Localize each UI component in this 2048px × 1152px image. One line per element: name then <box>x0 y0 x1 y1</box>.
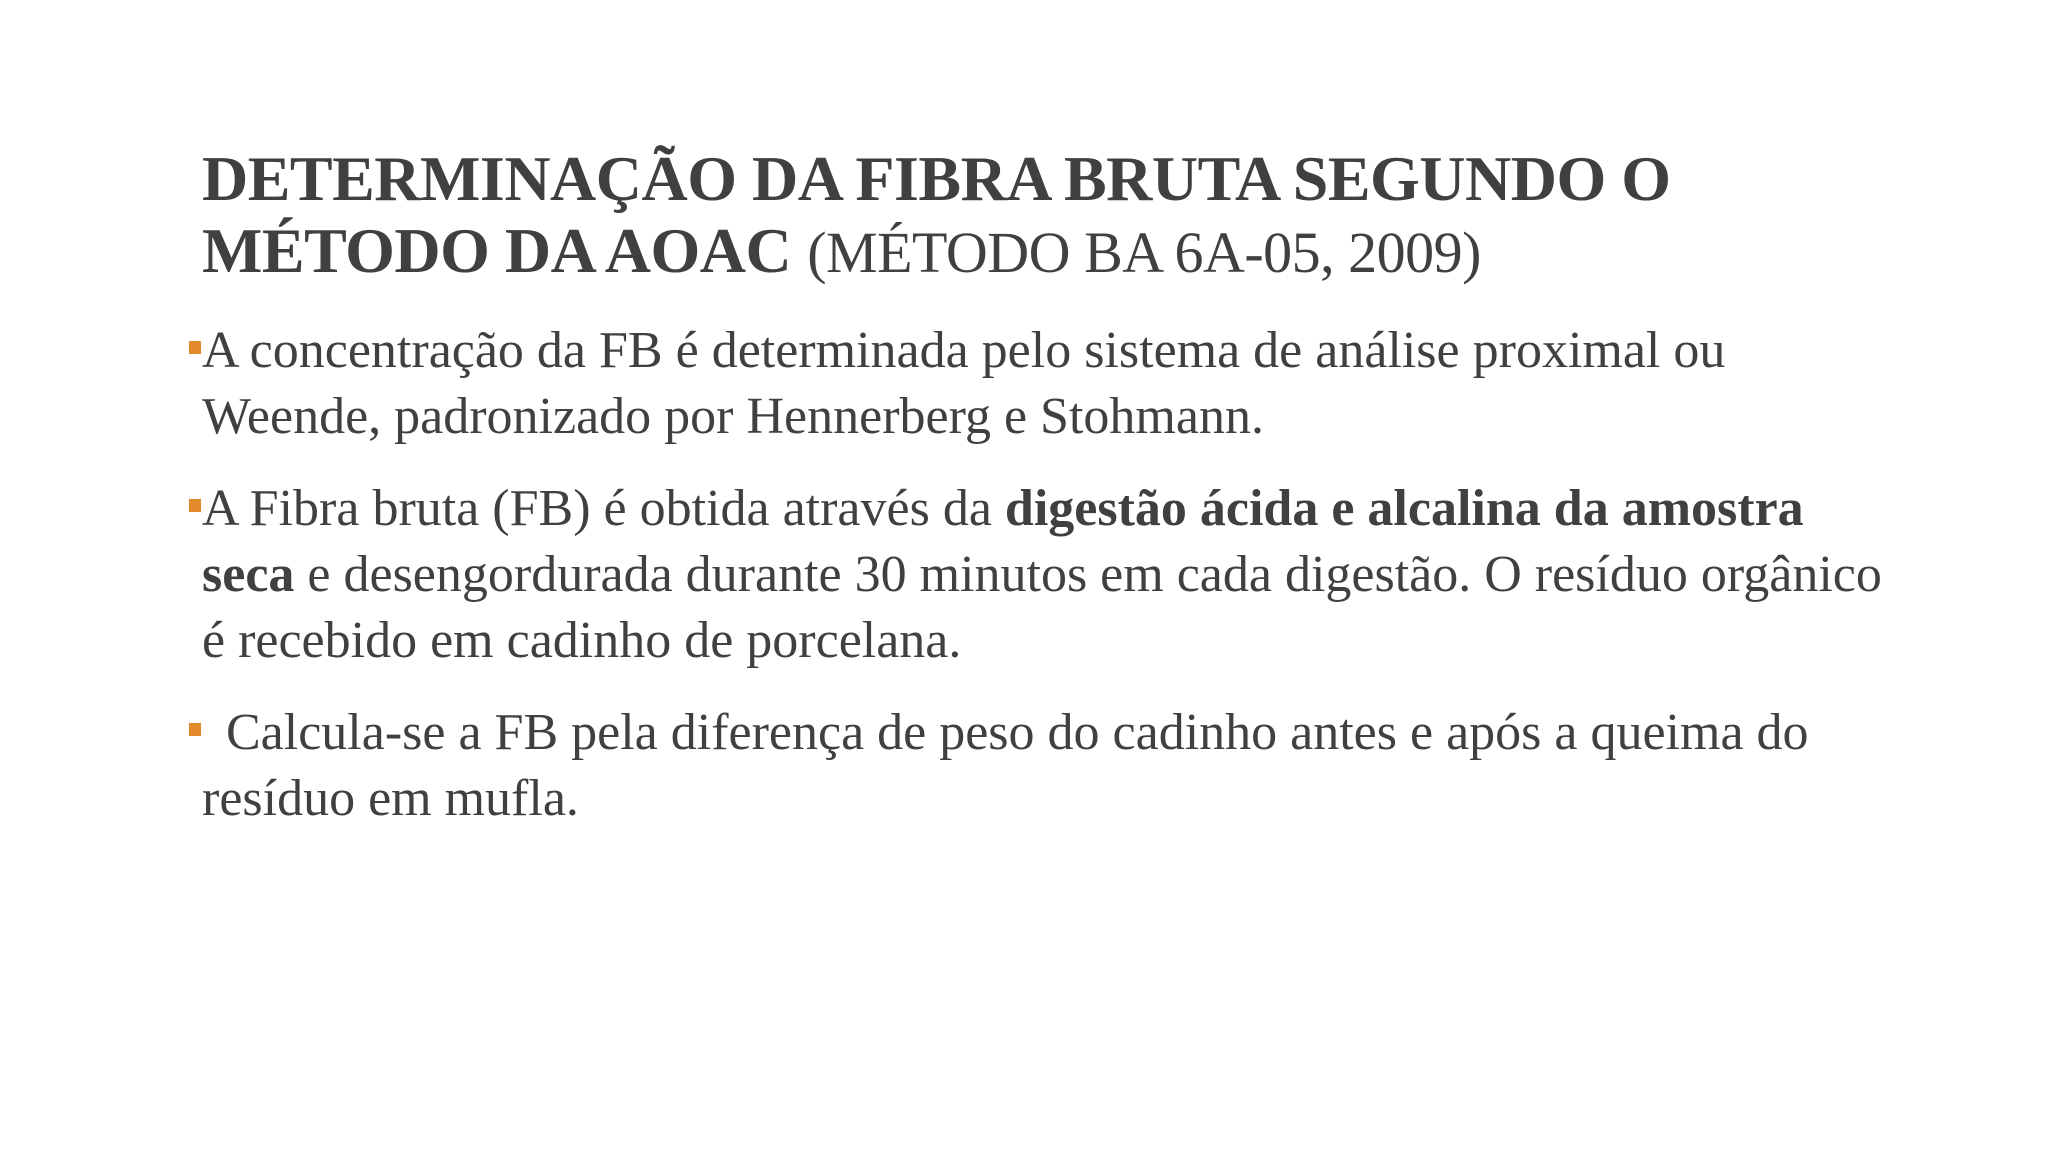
bullet-text-after: e desengordurada durante 30 minutos em cada digestão. O resíduo orgânico é recebido em cadinho de porcelana. <box>202 546 1882 669</box>
title-method-reference: (MÉTODO BA 6A-05, 2009) <box>807 220 1481 285</box>
bullet-text: A concentração da FB é determinada pelo sistema de análise proximal ou Weende, padronizado por Hennerberg e Stohmann. <box>202 322 1726 445</box>
bullet-item <box>202 700 1902 832</box>
bullet-text: Calcula-se a FB pela diferença de peso do cadinho antes e após a queima do resíduo em mufla. <box>202 704 1809 827</box>
bullet-text-bold: digestão ácida e alcalina da amostra seca <box>202 480 1804 603</box>
title-bold-line1: DETERMINAÇÃO DA FIBRA BRUTA SEGUNDO O <box>202 143 1671 214</box>
square-bullet-icon <box>189 341 201 354</box>
square-bullet-icon <box>189 499 201 512</box>
bullet-item <box>202 476 1902 674</box>
slide-title <box>202 143 1882 289</box>
bullet-item <box>202 318 1902 450</box>
title-bold-line2: MÉTODO DA AOAC <box>202 215 792 286</box>
bullet-list <box>202 318 1902 858</box>
square-bullet-icon <box>189 723 201 736</box>
bullet-text-before: A Fibra bruta (FB) é obtida através da <box>202 480 1005 537</box>
